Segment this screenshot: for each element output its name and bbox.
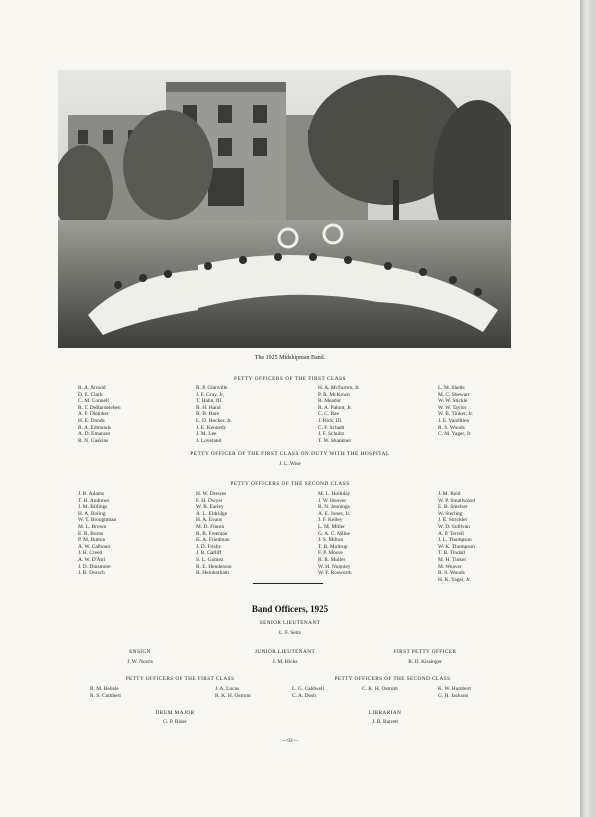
name-entry: B. Heinbotham — [196, 570, 229, 577]
name-entry: T. H. Andrews — [78, 497, 110, 504]
name-entry: R. P. Glanville — [196, 385, 228, 391]
band-po-second-class-names-a — [292, 686, 324, 699]
band-po-second-class-label: PETTY OFFICERS OF THE SECOND CLASS — [334, 676, 451, 682]
name-entry: H. E. Donds — [78, 417, 105, 424]
name-entry: L. M. Shelts — [438, 385, 465, 391]
name-entry: R. S. Woods — [438, 570, 465, 577]
name-entry: A. D. Emanzer — [78, 431, 111, 438]
band-photo-illustration — [58, 70, 511, 348]
first-class-col-3 — [318, 385, 360, 444]
name-entry: P. R. McKown — [318, 391, 350, 398]
name-entry: R. A. Edmunds — [78, 424, 111, 431]
second-class-col-2 — [196, 491, 232, 577]
name-entry: W. F. Rosworth — [318, 570, 352, 577]
name-entry: W. T. Broughman — [78, 517, 117, 524]
name-entry: W. H. Nunnley — [318, 563, 351, 570]
first-petty-officer-name: R. D. Kissinger — [408, 659, 442, 665]
name-entry: G. A. C. Milne — [318, 530, 351, 537]
name-entry: R. A. Arnold — [78, 385, 106, 391]
name-entry: R. T. DeBardeleben — [78, 404, 121, 411]
name-entry: J. A. Lucas — [215, 686, 239, 692]
section-divider — [253, 583, 323, 584]
name-entry: J. S. Milton — [318, 537, 344, 544]
name-entry: J. B. Adams — [78, 491, 105, 497]
name-entry: L. G. Caldwell — [292, 686, 325, 692]
ensign-name: J. W. Norris — [127, 659, 153, 665]
name-entry: C. M. Yager, Jr. — [438, 431, 472, 438]
name-entry: E. R. Burns — [78, 530, 104, 537]
name-entry: R. R. Muller — [318, 556, 346, 563]
senior-lieutenant-label: SENIOR LIEUTENANT — [259, 620, 321, 626]
name-entry: J. M. Billings — [78, 504, 108, 511]
name-entry: G. H. Jackson — [438, 692, 469, 699]
first-class-heading: PETTY OFFICERS OF THE FIRST CLASS — [234, 376, 346, 382]
drum-major-label: DRUM MAJOR — [155, 710, 195, 716]
name-entry: J. E. Strickler — [438, 517, 468, 524]
name-entry: B. H. Hand — [196, 404, 221, 411]
name-entry: R. M. Belisle — [90, 686, 119, 692]
name-entry: M. H. Tinker — [438, 556, 467, 563]
name-entry: A. W. D'Atri — [78, 556, 106, 563]
band-po-first-class-label: PETTY OFFICERS OF THE FIRST CLASS — [125, 676, 235, 682]
name-entry: A. F. Dieinker — [78, 411, 109, 418]
name-entry: J. D. Dinsmore — [78, 563, 111, 570]
name-entry: K. W. Humbert — [438, 686, 471, 692]
name-entry: R. S. Woods — [438, 424, 465, 431]
band-officers-title: Band Officers, 1925 — [251, 604, 329, 614]
name-entry: J. Loveland — [196, 437, 222, 444]
ensign-label: ENSIGN — [129, 649, 151, 655]
name-entry: A. L. Eldridge — [196, 510, 228, 517]
name-entry: R. A. Palont, Jr. — [318, 404, 352, 411]
name-entry: W. B. Tinker, Jr. — [438, 411, 474, 418]
second-class-heading: PETTY OFFICERS OF THE SECOND CLASS — [230, 481, 350, 487]
name-entry: R. B. Hare — [196, 411, 220, 418]
junior-lieutenant-name: J. M. Hicks — [272, 659, 298, 665]
name-entry: M. Weaver — [438, 563, 462, 570]
name-entry: J. M. Lee — [196, 431, 217, 438]
name-entry: P. M. Button — [78, 537, 106, 544]
first-class-col-1 — [78, 385, 121, 444]
name-entry: M. D. Finton — [196, 523, 225, 530]
photo-caption: The 1925 Midshipman Band. — [254, 355, 326, 361]
name-entry: C. K. H. Ostrom — [362, 686, 398, 692]
name-entry: L. M. Miller — [318, 523, 345, 530]
name-entry: W. W. Stickle — [438, 398, 468, 405]
name-entry: R. S. Cuthbert — [90, 692, 121, 699]
name-entry: J. H. Creed — [78, 550, 103, 557]
name-entry: W. R. Earley — [196, 504, 224, 511]
name-entry: R. E. Henderson — [196, 563, 232, 570]
junior-lieutenant-label: JUNIOR LIEUTENANT — [254, 649, 316, 655]
drum-major-name: G. P. Rider — [163, 719, 187, 725]
name-entry: R. Meador — [318, 398, 342, 405]
name-entry: T. B. Tindall — [438, 550, 466, 557]
page-number: —92— — [281, 738, 299, 744]
name-entry: H. W. Drewes — [196, 491, 227, 497]
name-entry: L. D. Hocker, Jr. — [196, 417, 232, 424]
name-entry: W. Sterling — [438, 510, 463, 517]
name-entry: A. W. Calhoun — [78, 543, 111, 550]
page-edge — [580, 0, 595, 817]
second-class-col-1 — [78, 491, 116, 577]
first-class-col-4 — [438, 385, 473, 438]
name-entry: M. L. Holliday — [318, 491, 351, 497]
name-entry: J. B. Dorsch — [78, 570, 105, 577]
name-entry: M. C. Shewart — [438, 391, 470, 398]
band-photo — [58, 70, 511, 348]
name-entry: T. B. Moltrup — [318, 543, 348, 550]
name-entry: J. F. Schultz — [318, 431, 345, 438]
name-entry: W. K. Thompson — [438, 543, 475, 550]
name-entry: J. M. Reid — [438, 491, 461, 497]
librarian-name: J. R. Barrett — [371, 719, 399, 725]
name-entry: J. D. Frisby — [196, 543, 222, 550]
name-entry: H. K. Yagel, Jr. — [438, 576, 471, 583]
name-entry: E. B. Smelser — [438, 504, 468, 511]
name-entry: J. E. VanHtien — [438, 417, 470, 424]
band-po-first-class-names-b — [215, 686, 251, 699]
name-entry: J. B. Gatliff — [196, 550, 222, 557]
hospital-name: J. L. Wise — [279, 461, 301, 467]
name-entry: C. F. Schadt — [318, 424, 345, 431]
librarian-label: LIBRARIAN — [368, 710, 402, 716]
second-class-col-4 — [438, 491, 475, 583]
name-entry: J. E. Kennedy — [196, 424, 227, 431]
name-entry: A. P. Terrell — [438, 530, 464, 537]
name-entry: W. D. Sullivan — [438, 523, 470, 530]
name-entry: S. L. Gomez — [196, 556, 224, 563]
name-entry: W. W. Taylor — [438, 404, 467, 411]
first-petty-officer-label: FIRST PETTY OFFICER — [393, 649, 457, 655]
name-entry: T. W. Shankner — [318, 437, 352, 444]
band-po-second-class-names-b — [362, 686, 398, 693]
name-entry: R. K. H. Ostrom — [215, 692, 251, 699]
name-entry: F. P. Moore — [318, 550, 343, 557]
hospital-heading: PETTY OFFICER OF THE FIRST CLASS ON DUTY WITH THE HOSPITAL — [190, 451, 390, 457]
name-entry: H. A. Evans — [196, 517, 223, 524]
name-entry: T. Hahn, III. — [196, 398, 223, 405]
name-entry: C. A. Dosh — [292, 692, 316, 699]
name-entry: J. Rick, III. — [318, 417, 343, 424]
name-entry: D. E. Clark — [78, 391, 103, 398]
name-entry: J. W. Hoover — [318, 497, 347, 504]
name-entry: J. F. Kelley — [318, 517, 343, 524]
name-entry: C. M. Connell — [78, 398, 109, 405]
name-entry: R. B. Freeman — [196, 530, 228, 537]
senior-lieutenant-name: L. F. Seitz — [278, 630, 302, 636]
name-entry: C. C. Rae — [318, 411, 339, 418]
first-class-col-2 — [196, 385, 232, 444]
name-entry: J. F. Gray, Jr. — [196, 391, 225, 398]
name-entry: H. A. Boling — [78, 510, 106, 517]
name-entry: H. A. McFarren, Jr. — [318, 385, 360, 391]
name-entry: K. A. Friedman — [196, 537, 230, 544]
name-entry: R. N. Gaskins — [78, 437, 109, 444]
band-po-first-class-names-a — [90, 686, 121, 699]
name-entry: J. L. Thompson — [438, 537, 472, 544]
name-entry: A. E. Jones, Jr. — [318, 510, 351, 517]
name-entry: W. P. Smallwood — [438, 497, 475, 504]
band-po-second-class-names-c — [438, 686, 471, 699]
second-class-col-3 — [318, 491, 352, 577]
name-entry: M. L. Brown — [78, 523, 107, 530]
name-entry: R. N. Jennings — [318, 504, 350, 511]
name-entry: F. H. Dwyer — [196, 497, 223, 504]
